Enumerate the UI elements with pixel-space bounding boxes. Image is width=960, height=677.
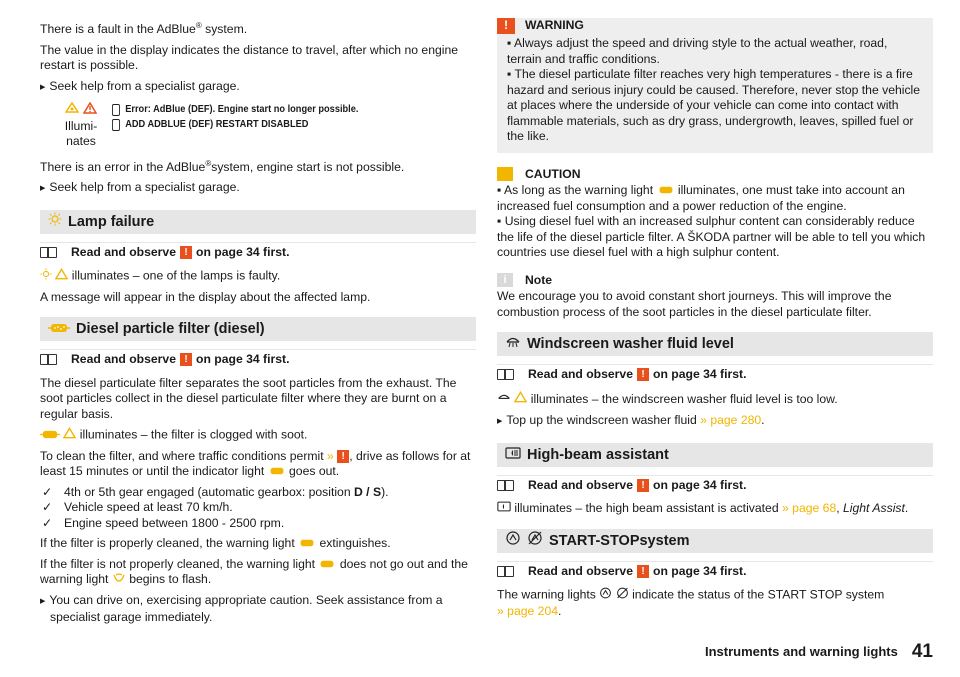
- section-title-washer: Windscreen washer fluid level: [527, 336, 734, 353]
- display-message-1: Error: AdBlue (DEF). Engine start no longer possible.: [125, 103, 359, 116]
- highbeam-illuminates-text: illuminates – the high beam assistant is activated » page 68, Light Assist.: [497, 501, 933, 517]
- start-stop-off-icon: [616, 587, 629, 604]
- dpf-clogged-label: illuminates – the filter is clogged with soot.: [79, 427, 308, 442]
- warning-box-body: [497, 34, 933, 153]
- lamp-bulb-icon: [40, 268, 52, 285]
- caution-title-row: [497, 167, 933, 183]
- footer-chapter-title: Instruments and warning lights: [705, 644, 898, 659]
- section-header-highbeam: [497, 443, 933, 467]
- section-header-startstop: [497, 529, 933, 553]
- book-icon: [497, 480, 514, 491]
- caution-item-2: ▪ Using diesel fuel with an increased sulphur content can considerably reduce the life of the diesel particle filter. A ŠKODA partner will be able to tell you which countries use diesel fuel with a high sulphur content.: [497, 214, 926, 260]
- dpf-conditions-list: [40, 485, 476, 532]
- section-title-dpf: Diesel particle filter (diesel): [76, 321, 265, 338]
- left-column: [40, 18, 476, 631]
- illuminates-label: Illumi- nates: [64, 118, 98, 149]
- read-observe-label: Read and observe: [528, 563, 633, 578]
- step-specialist-garage-1: ▶ Seek help from a specialist garage.: [40, 79, 476, 97]
- diesel-particulate-filter-icon: [40, 428, 60, 444]
- section-header-lamp-failure: [40, 210, 476, 234]
- caution-item-1: ▪ As long as the warning light illuminates, one must take into account an increased fuel consumption and a power reduction of the engine.: [497, 183, 905, 213]
- adblue-error-text: There is an error in the AdBlue®system, engine start is not possible.: [40, 158, 405, 174]
- start-stop-active-icon: [599, 587, 612, 604]
- page-footer: [705, 641, 933, 662]
- step-top-up-washer: ▶ Top up the windscreen washer fluid » page 280.: [497, 413, 933, 431]
- diesel-particulate-filter-icon: [48, 319, 70, 339]
- warning-square-icon: !: [180, 353, 192, 366]
- washer-fluid-icon: [505, 334, 521, 354]
- warning-triangle-icon: [55, 268, 68, 285]
- warning-triangle-icon: [514, 391, 527, 408]
- display-message-row-1: [112, 102, 358, 117]
- read-observe-washer: [497, 364, 933, 383]
- dpf-cleaned-text: If the filter is properly cleaned, the warning light extinguishes.: [40, 536, 391, 551]
- caution-square-icon: [497, 167, 513, 181]
- start-stop-off-icon: [527, 531, 543, 551]
- dpf-clogged-text: [40, 427, 476, 444]
- display-messages: [112, 102, 358, 150]
- warning-item-2: ▪ The diesel particulate filter reaches very high temperatures - there is a fire hazard and serious injury could be caused. Therefore, never stop the vehicle at places where the underside of your vehicle can come into contact with flammable materials, such as dry grass, undergrowth, leaves, spilled fuel or the like.: [507, 67, 921, 143]
- book-icon: [40, 247, 57, 258]
- lamp-illuminates-text: [40, 268, 476, 285]
- high-beam-assist-icon: [497, 501, 511, 517]
- display-message-2: ADD ADBLUE (DEF) RESTART DISABLED: [125, 118, 309, 131]
- dpf-not-cleaned-text: If the filter is not properly cleaned, the warning light does not go out and the warning light begins to flash.: [40, 556, 468, 587]
- high-beam-assist-icon: [505, 445, 521, 465]
- display-message-row-2: [112, 117, 358, 132]
- lamp-message-text: A message will appear in the display about the affected lamp.: [40, 289, 371, 304]
- display-segment-icon: [112, 119, 120, 131]
- right-column: [497, 18, 933, 624]
- warning-box: [497, 18, 933, 153]
- section-title-startstop: START-STOPsystem: [549, 532, 690, 549]
- warning-square-icon: !: [637, 479, 649, 492]
- read-observe-highbeam: [497, 475, 933, 494]
- lamp-bulb-icon: [48, 212, 62, 232]
- glow-plug-icon: [112, 572, 126, 588]
- dpf-intro-text: The diesel particulate filter separates the soot particles from the exhaust. The soot particles collect in the diesel particulate filter where they are burnt on a regular basis.: [40, 375, 457, 421]
- startstop-text: The warning lights indicate the status of the START STOP system » page 204.: [497, 587, 885, 618]
- read-observe-dpf: [40, 349, 476, 368]
- read-observe-lamp: [40, 242, 476, 261]
- illumination-label-cell: [50, 102, 112, 150]
- page-number: 41: [911, 641, 933, 662]
- dpf-clean-instructions: To clean the filter, and where traffic conditions permit » ! , drive as follows for at least 15 minutes or until the indicator light goes out.: [40, 448, 471, 479]
- warning-square-icon: !: [337, 450, 349, 463]
- read-observe-page: on page 34 first.: [653, 367, 747, 382]
- warning-triangle-icon: [83, 102, 97, 119]
- diesel-particulate-filter-icon: [657, 183, 675, 199]
- read-observe-page: on page 34 first.: [196, 352, 290, 367]
- section-title-lamp-failure: Lamp failure: [68, 213, 155, 230]
- link-page-68[interactable]: » page 68: [782, 501, 837, 516]
- read-observe-label: Read and observe: [528, 367, 633, 382]
- cross-ref-arrow[interactable]: »: [327, 448, 334, 463]
- book-icon: [497, 369, 514, 380]
- illumination-table: [50, 102, 476, 150]
- diesel-particulate-filter-icon: [318, 557, 336, 573]
- read-observe-label: Read and observe: [71, 244, 176, 259]
- note-block: [497, 273, 933, 321]
- book-icon: [497, 566, 514, 577]
- section-header-washer: [497, 332, 933, 356]
- caution-block: [497, 167, 933, 261]
- warning-title: WARNING: [525, 18, 584, 33]
- list-item: ✓ Vehicle speed at least 70 km/h.: [40, 500, 476, 516]
- adblue-fault-text: There is a fault in the AdBlue® system.: [40, 21, 248, 37]
- diesel-particulate-filter-icon: [268, 464, 286, 480]
- read-observe-page: on page 34 first.: [653, 477, 747, 492]
- info-icon: i: [497, 273, 513, 287]
- warning-square-icon: !: [180, 246, 192, 259]
- lamp-line-1: illuminates – one of the lamps is faulty.: [71, 268, 281, 283]
- link-page-280[interactable]: » page 280: [700, 413, 762, 428]
- washer-line-1: illuminates – the windscreen washer fluid level is too low.: [530, 391, 838, 406]
- warning-exclamation-icon: !: [497, 18, 515, 34]
- caution-title: CAUTION: [525, 166, 581, 181]
- warning-box-title: [497, 18, 933, 34]
- adblue-icon: [65, 102, 79, 119]
- note-title-row: [497, 273, 933, 289]
- step-drive-on: ▶ You can drive on, exercising appropriate caution. Seek assistance from a specialist garage immediately.: [40, 593, 476, 626]
- warning-item-1: ▪ Always adjust the speed and driving style to the actual weather, road, terrain and traffic conditions.: [507, 36, 888, 66]
- note-title: Note: [525, 272, 553, 287]
- book-icon: [40, 354, 57, 365]
- read-observe-label: Read and observe: [528, 477, 633, 492]
- adblue-distance-text: The value in the display indicates the distance to travel, after which no engine restart is possible.: [40, 42, 459, 73]
- link-page-204[interactable]: » page 204: [497, 603, 558, 618]
- note-text: We encourage you to avoid constant short journeys. This will improve the combustion process of the soot particles in the diesel particulate filter.: [497, 289, 892, 319]
- warning-square-icon: !: [637, 565, 649, 578]
- display-text-icon: [112, 104, 120, 116]
- washer-illuminates-text: [497, 391, 933, 409]
- warning-square-icon: !: [637, 368, 649, 381]
- read-observe-startstop: [497, 561, 933, 580]
- start-stop-active-icon: [505, 531, 521, 551]
- diesel-particulate-filter-icon: [298, 536, 316, 552]
- read-observe-label: Read and observe: [71, 352, 176, 367]
- read-observe-page: on page 34 first.: [196, 244, 290, 259]
- step-specialist-garage-2: ▶ Seek help from a specialist garage.: [40, 180, 476, 198]
- list-item: ✓ Engine speed between 1800 - 2500 rpm.: [40, 516, 476, 532]
- read-observe-page: on page 34 first.: [653, 563, 747, 578]
- list-item: ✓ 4th or 5th gear engaged (automatic gearbox: position D / S).: [40, 485, 476, 501]
- section-header-dpf: [40, 317, 476, 341]
- section-title-highbeam: High-beam assistant: [527, 446, 669, 463]
- warning-triangle-icon: [63, 427, 76, 444]
- washer-fluid-icon: [497, 391, 511, 409]
